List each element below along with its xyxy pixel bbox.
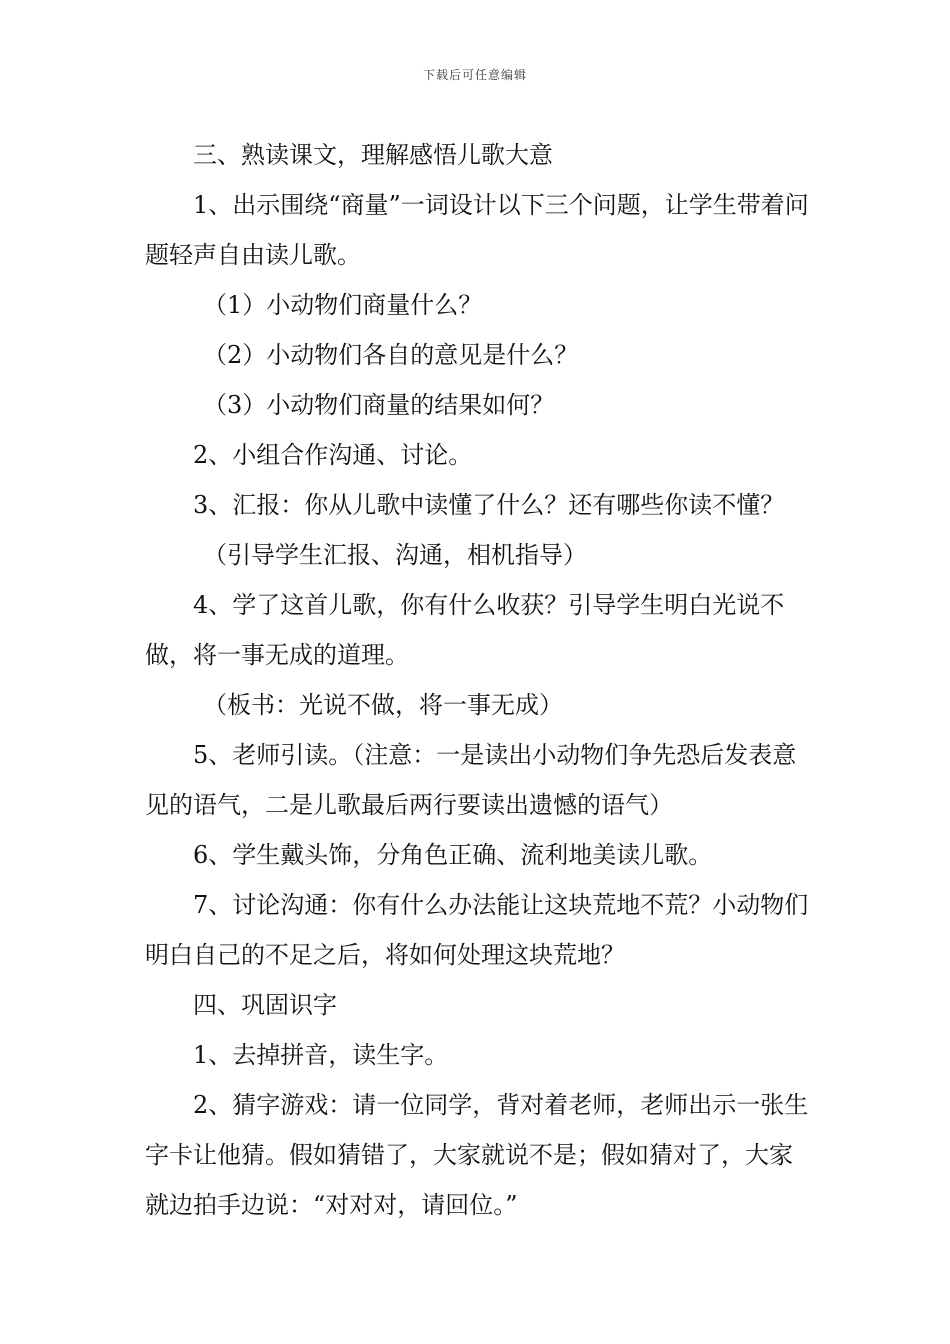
paragraph-item-1: 1、出示围绕“商量”一词设计以下三个问题，让学生带着问题轻声自由读儿歌。 bbox=[145, 191, 809, 269]
paragraph-item-3: 3、汇报：你从儿歌中读懂了什么？还有哪些你读不懂？ bbox=[193, 491, 785, 519]
section-heading-3: 三、熟读课文，理解感悟儿歌大意 bbox=[193, 141, 553, 169]
paragraph-item-7: 7、讨论沟通：你有什么办法能让这块荒地不荒？小动物们明白自己的不足之后，将如何处理这块荒地？ bbox=[145, 891, 809, 969]
question-3: （3）小动物们商量的结果如何？ bbox=[203, 391, 555, 419]
question-1: （1）小动物们商量什么？ bbox=[203, 291, 483, 319]
paragraph-item-5: 5、老师引读。（注意：一是读出小动物们争先恐后发表意见的语气，二是儿歌最后两行要读出遗憾的语气） bbox=[145, 741, 797, 819]
board-writing-note: （板书：光说不做，将一事无成） bbox=[203, 691, 563, 719]
paragraph-item-4-1: 1、去掉拼音，读生字。 bbox=[193, 1041, 449, 1069]
page-header: 下载后可任意编辑 bbox=[422, 68, 527, 82]
document-body bbox=[145, 130, 810, 1230]
paragraph-item-6: 6、学生戴头饰，分角色正确、流利地美读儿歌。 bbox=[193, 841, 713, 869]
paragraph-item-4-2: 2、猜字游戏：请一位同学，背对着老师，老师出示一张生字卡让他猜。假如猜错了，大家就说不是；假如猜对了，大家就边拍手边说：“对对对，请回位。” bbox=[145, 1091, 809, 1219]
paragraph-item-2: 2、小组合作沟通、讨论。 bbox=[193, 441, 473, 469]
question-2: （2）小动物们各自的意见是什么？ bbox=[203, 341, 579, 369]
guidance-note: （引导学生汇报、沟通，相机指导） bbox=[203, 541, 587, 569]
paragraph-item-4: 4、学了这首儿歌，你有什么收获？引导学生明白光说不做，将一事无成的道理。 bbox=[145, 591, 785, 669]
section-heading-4: 四、巩固识字 bbox=[193, 991, 337, 1019]
